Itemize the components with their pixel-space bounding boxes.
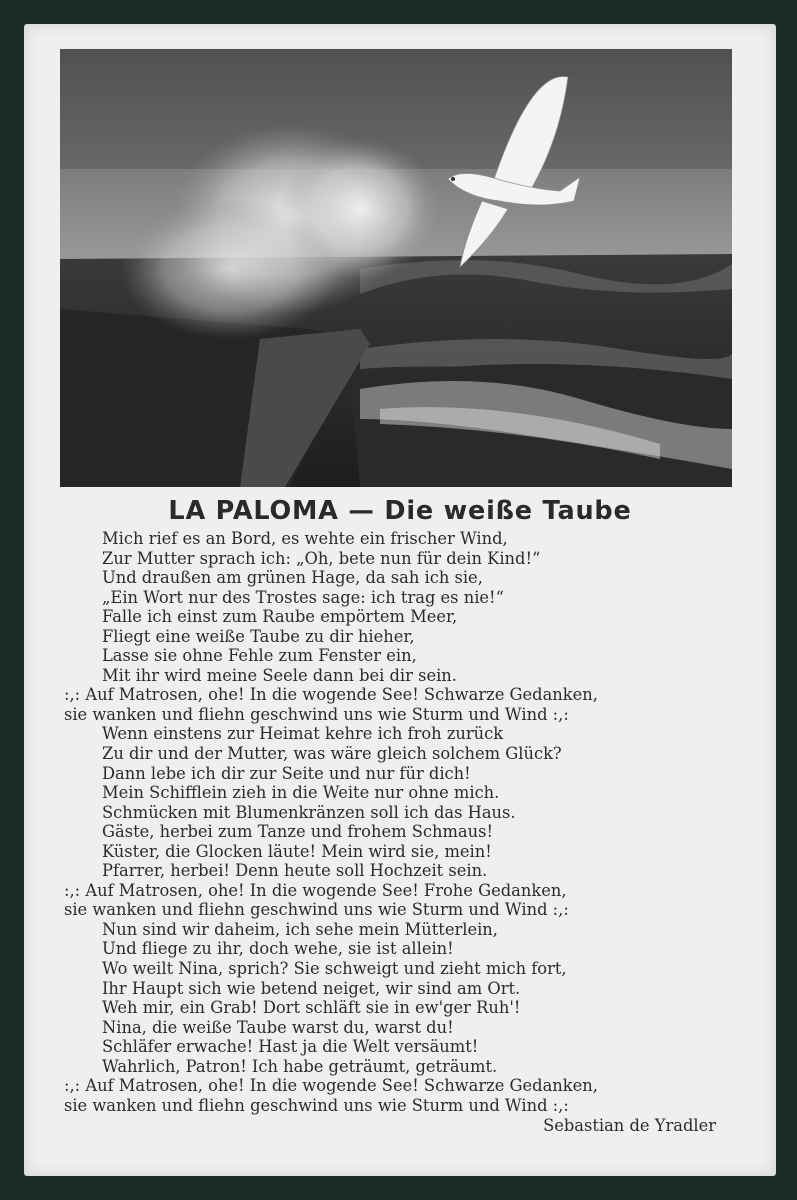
refrain-line: :,: Auf Matrosen, ohe! In die wogende See! Frohe Gedanken,: [64, 880, 567, 900]
verse-line: „Ein Wort nur des Trostes sage: ich trag es nie!“: [102, 587, 504, 607]
verse-line: Lasse sie ohne Fehle zum Fenster ein,: [102, 646, 417, 666]
verse-line: Wahrlich, Patron! Ich habe geträumt, geträumt.: [102, 1056, 498, 1076]
stanza-1: [64, 529, 764, 724]
verse-line: Dann lebe ich dir zur Seite und nur für dich!: [102, 763, 471, 783]
verse-line: Falle ich einst zum Raube empörtem Meer,: [102, 607, 458, 627]
verse-line: Und fliege zu ihr, doch wehe, sie ist allein!: [102, 939, 454, 959]
verse-line: Und draußen am grünen Hage, da sah ich sie,: [102, 568, 483, 588]
song-title: LA PALOMA — Die weiße Taube: [168, 496, 632, 526]
verse-line: Wenn einstens zur Heimat kehre ich froh zurück: [102, 724, 504, 744]
refrain-line: sie wanken und fliehn geschwind uns wie Sturm und Wind :,:: [64, 704, 569, 724]
verse-line: Ihr Haupt sich wie betend neiget, wir sind am Ort.: [102, 978, 521, 998]
verse-line: Mich rief es an Bord, es wehte ein frischer Wind,: [102, 529, 508, 548]
verse-line: Weh mir, ein Grab! Dort schläft sie in ew'ger Ruh'!: [102, 998, 521, 1018]
postcard: [24, 24, 776, 1176]
verse-line: Pfarrer, herbei! Denn heute soll Hochzeit sein.: [102, 861, 488, 881]
verse-line: Fliegt eine weiße Taube zu dir hieher,: [102, 626, 415, 646]
refrain-line: sie wanken und fliehn geschwind uns wie Sturm und Wind :,:: [64, 900, 569, 920]
verse-line: Schmücken mit Blumenkränzen soll ich das Haus.: [102, 802, 516, 822]
stanza-3: [64, 920, 764, 1115]
author-signature: Sebastian de Yradler: [543, 1116, 716, 1135]
seascape-illustration: [60, 49, 732, 487]
song-lyrics: [64, 529, 764, 1115]
verse-line: Küster, die Glocken läute! Mein wird sie, mein!: [102, 841, 492, 861]
stanza-2: [64, 724, 764, 919]
sea-dove-photo: [60, 49, 732, 487]
verse-line: Mit ihr wird meine Seele dann bei dir sein.: [102, 665, 457, 685]
verse-line: Wo weilt Nina, sprich? Sie schweigt und zieht mich fort,: [102, 959, 567, 979]
verse-line: Nina, die weiße Taube warst du, warst du!: [102, 1017, 454, 1037]
verse-line: Zu dir und der Mutter, was wäre gleich solchem Glück?: [102, 744, 562, 764]
verse-line: Nun sind wir daheim, ich sehe mein Mütterlein,: [102, 919, 498, 939]
verse-line: Gäste, herbei zum Tanze und frohem Schmaus!: [102, 822, 493, 842]
verse-line: Zur Mutter sprach ich: „Oh, bete nun für dein Kind!“: [102, 548, 541, 568]
refrain-line: sie wanken und fliehn geschwind uns wie Sturm und Wind :,:: [64, 1095, 569, 1115]
refrain-line: :,: Auf Matrosen, ohe! In die wogende See! Schwarze Gedanken,: [64, 1076, 598, 1096]
verse-line: Mein Schifflein zieh in die Weite nur ohne mich.: [102, 783, 500, 803]
refrain-line: :,: Auf Matrosen, ohe! In die wogende See! Schwarze Gedanken,: [64, 685, 598, 705]
verse-line: Schläfer erwache! Hast ja die Welt versäumt!: [102, 1037, 479, 1057]
